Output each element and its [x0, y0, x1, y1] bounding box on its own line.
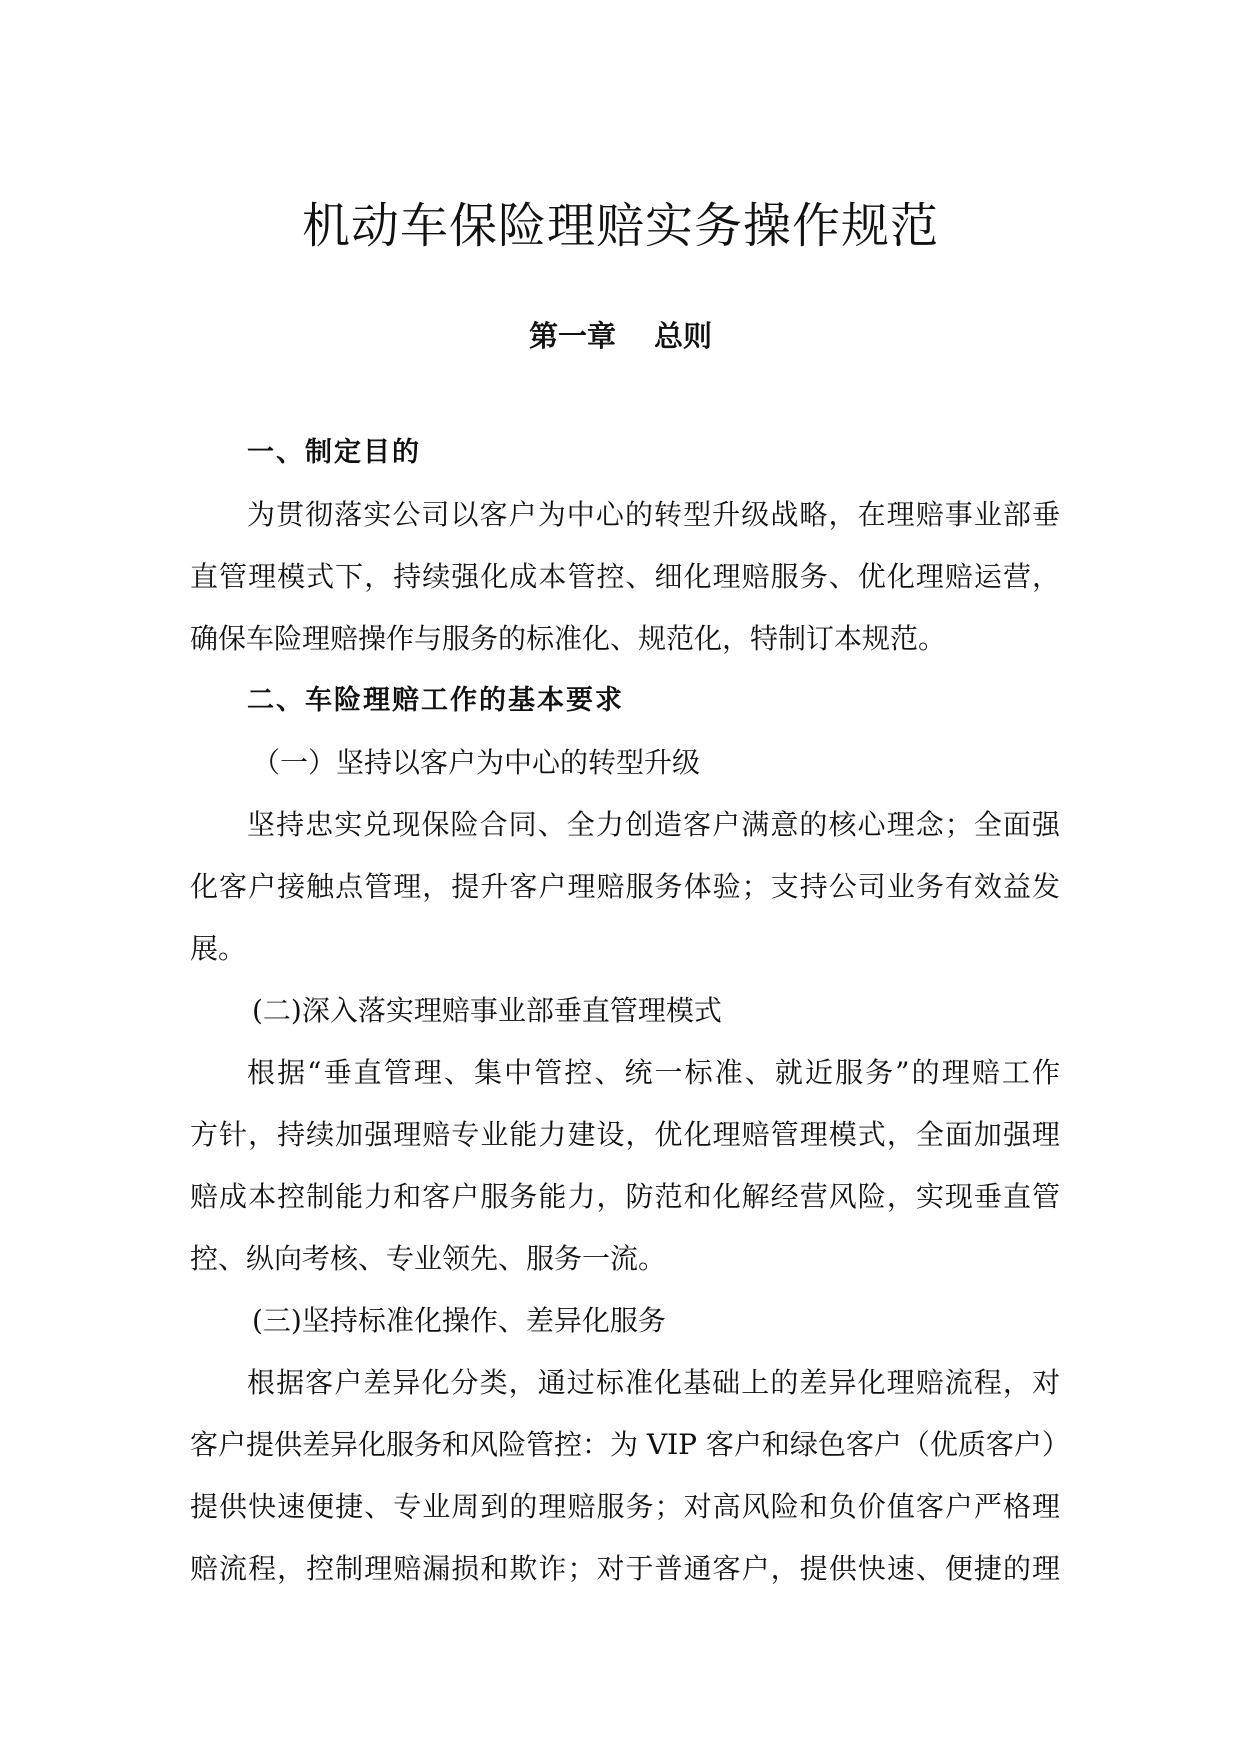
paragraph-line: 根据客户差异化分类，通过标准化基础上的差异化理赔流程，对	[247, 1366, 1060, 1399]
paragraph-line: 确保车险理赔操作与服务的标准化、规范化，特制订本规范。	[190, 622, 947, 655]
paragraph-line: 方针，持续加强理赔专业能力建设，优化理赔管理模式，全面加强理	[190, 1118, 1060, 1151]
paragraph-line: 赔成本控制能力和客户服务能力，防范和化解经营风险，实现垂直管	[190, 1180, 1060, 1213]
subsection-heading: （一）坚持以客户为中心的转型升级	[252, 746, 701, 779]
paragraph-line: 直管理模式下，持续强化成本管控、细化理赔服务、优化理赔运营，	[190, 560, 1060, 593]
paragraph-line: 为贯彻落实公司以客户为中心的转型升级战略，在理赔事业部垂	[247, 498, 1060, 531]
document-body	[190, 422, 1070, 1600]
document-title: 机动车保险理赔实务操作规范	[301, 198, 939, 254]
section-heading-requirements: 二、车险理赔工作的基本要求	[247, 685, 624, 716]
paragraph-line: 控、纵向考核、专业领先、服务一流。	[190, 1242, 667, 1275]
paragraph-line: 展。	[190, 932, 247, 965]
paragraph-line: 赔流程，控制理赔漏损和欺诈；对于普通客户，提供快速、便捷的理	[190, 1552, 1060, 1585]
paragraph-line: 客户提供差异化服务和风险管控：为 VIP 客户和绿色客户（优质客户）	[190, 1428, 1070, 1461]
paragraph-line: 提供快速便捷、专业周到的理赔服务；对高风险和负价值客户严格理	[190, 1490, 1060, 1523]
subsection-heading: (三)坚持标准化操作、差异化服务	[252, 1304, 666, 1337]
subsection-heading: (二)深入落实理赔事业部垂直管理模式	[252, 994, 722, 1027]
paragraph-line: 坚持忠实兑现保险合同、全力创造客户满意的核心理念；全面强	[247, 808, 1060, 841]
paragraph-line: 化客户接触点管理，提升客户理赔服务体验；支持公司业务有效益发	[190, 870, 1060, 903]
chapter-heading	[0, 316, 1241, 356]
chapter-number: 第一章	[528, 319, 616, 353]
section-heading-purpose: 一、制定目的	[247, 437, 421, 468]
chapter-name: 总则	[654, 319, 713, 353]
paragraph-line: 根据“垂直管理、集中管控、统一标准、就近服务”的理赔工作	[247, 1056, 1060, 1089]
